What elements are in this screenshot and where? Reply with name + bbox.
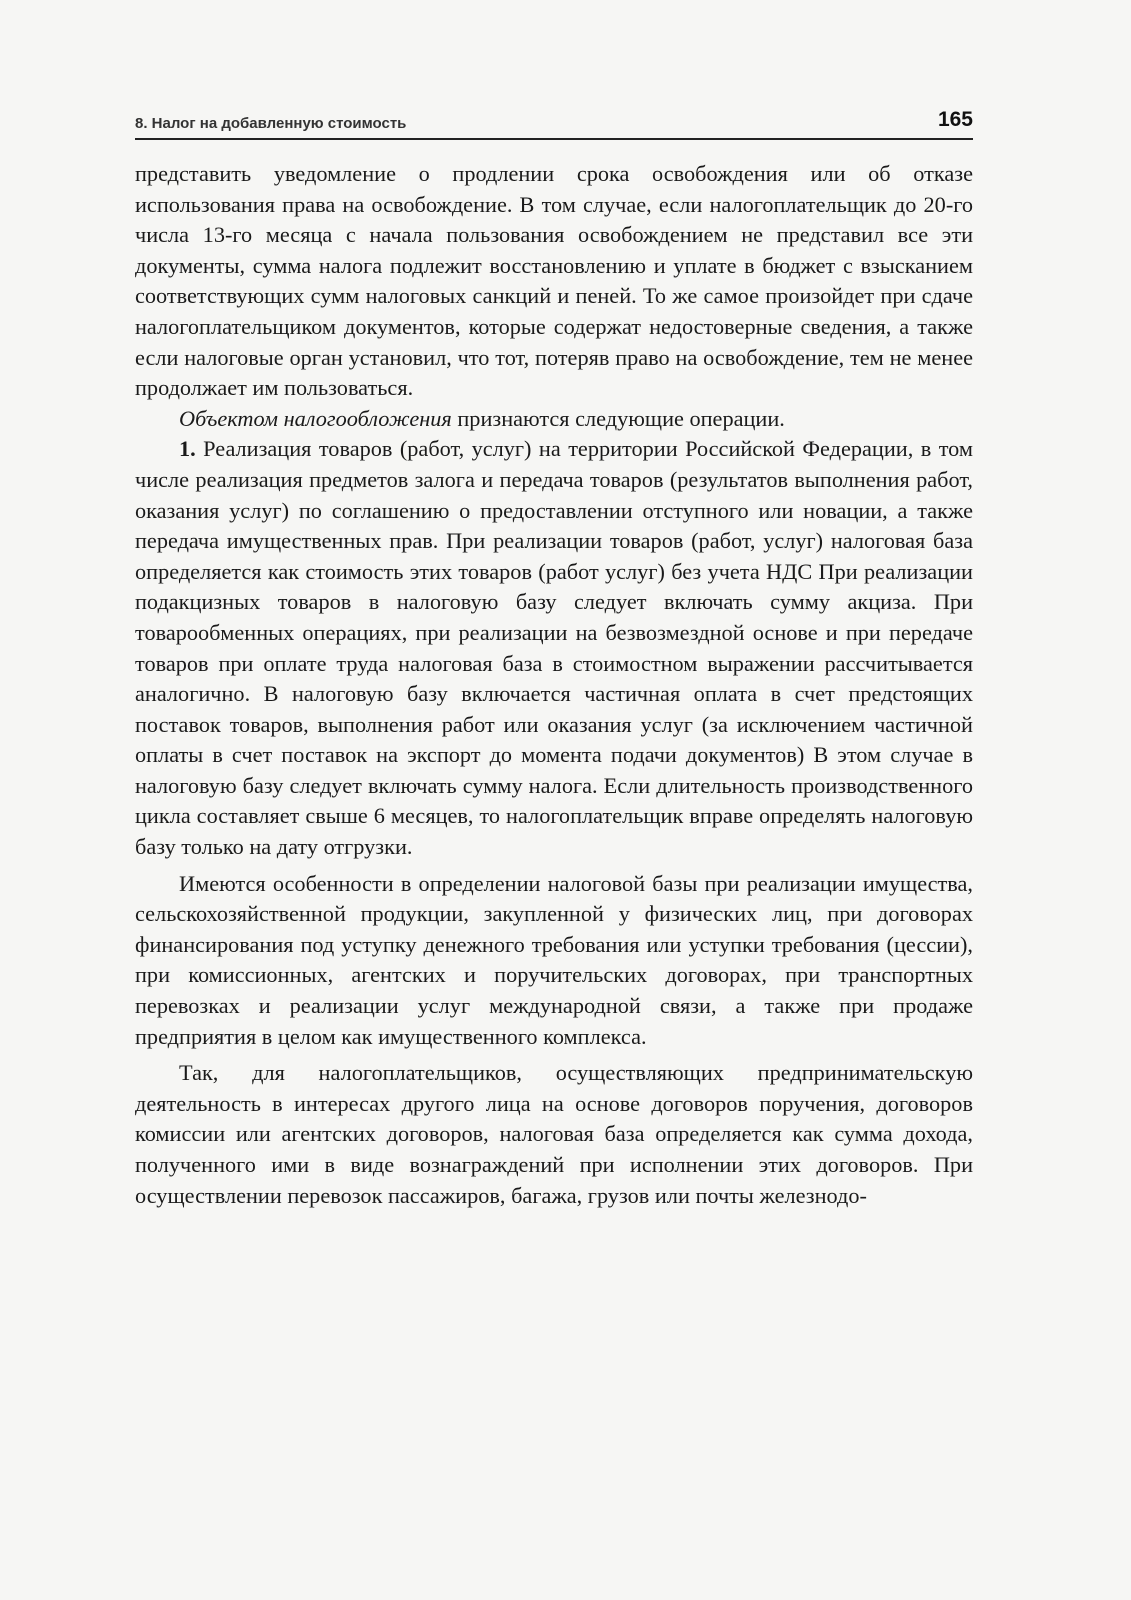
page-number: 165 bbox=[937, 108, 973, 131]
paragraph-text: признаются следующие операции. bbox=[451, 405, 785, 431]
paragraph-agency-contracts: Так, для налогоплательщиков, осуществляющих предпринимательскую деятельность в интересах другого лица на основе договоров поручения, договоров комиссии или агентских договоров, налоговая база определяется как сумма дохода, полученного ими в виде вознаграждений при исполнении этих договоров. При осуществлении перевозок пассажиров, багажа, грузов или почты железнодо- bbox=[135, 1060, 973, 1208]
book-page bbox=[135, 108, 973, 1211]
running-header bbox=[135, 108, 973, 140]
item-number: 1. bbox=[179, 436, 196, 462]
paragraph-item-1 bbox=[135, 434, 973, 862]
paragraph-text: Реализация товаров (работ, услуг) на территории Российской Федерации, в том числе реализация предметов залога и передача товаров (результатов выполнения работ, оказания услуг) по соглашению о предоставлении отступного или новации, а также передача имущественных прав. При реализации товаров (работ, услуг) налоговая база определяется как стоимость этих товаров (работ услуг) без учета НДС При реализации подакцизных товаров в налоговую базу следует включать сумму акциза. При товарообменных операциях, при реализации на безвозмездной основе и при передаче товаров при оплате труда налоговая база в стоимостном выражении рассчитывается аналогично. В налоговую базу включается частичная оплата в счет предстоящих поставок товаров, выполнения работ или оказания услуг (за исключением частичной оплаты в счет поставок на экспорт до момента подачи документов) В этом случае в налоговую базу следует включать сумму налога. Если длительность производственного цикла составляет свыше 6 месяцев, то налогоплательщик вправе определять налоговую базу только на дату отгрузки. bbox=[135, 436, 973, 860]
body-text bbox=[135, 159, 973, 1211]
defined-term: Объектом налогообложения bbox=[179, 405, 452, 431]
paragraph-object-of-taxation bbox=[135, 404, 973, 435]
paragraph-special-cases: Имеются особенности в определении налоговой базы при реализации имущества, сельскохозяйственной продукции, закупленной у физических лиц, при договорах финансирования под уступку денежного требования или уступки требования (цессии), при комиссионных, агентских и поручительских договорах, при транспортных перевозках и реализации услуг международной связи, а также при продаже предприятия в целом как имущественного комплекса. bbox=[135, 870, 973, 1049]
chapter-title: 8. Налог на добавленную стоимость bbox=[135, 115, 407, 132]
paragraph-continuation: представить уведомление о продлении срока освобождения или об отказе использования права на освобождение. В том случае, если налогоплательщик до 20-го числа 13-го месяца с начала пользования освобождением не представил все эти документы, сумма налога подлежит восстановлению и уплате в бюджет с взысканием соответствующих сумм налоговых санкций и пеней. То же самое произойдет при сдаче налогоплательщиком документов, которые содержат недостоверные сведения, а также если налоговые орган установил, что тот, потеряв право на освобождение, тем не менее продолжает им пользоваться. bbox=[135, 161, 973, 401]
